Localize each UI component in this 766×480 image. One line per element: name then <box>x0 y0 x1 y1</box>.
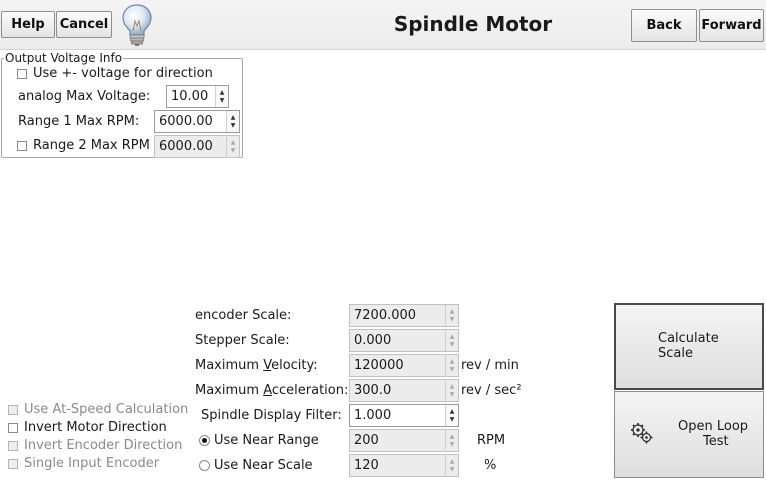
page-title: Spindle Motor <box>393 12 553 36</box>
spin-arrows-icon[interactable]: ▲ ▼ <box>445 380 458 401</box>
encoder-scale-label: encoder Scale: <box>195 308 292 323</box>
spin-arrows-icon[interactable]: ▲ ▼ <box>445 355 458 376</box>
stepper-scale-label: Stepper Scale: <box>195 333 290 348</box>
encoder-scale-spinbox[interactable] <box>349 304 459 327</box>
open-loop-test-button[interactable] <box>614 391 764 478</box>
display-filter-label: Spindle Display Filter: <box>201 408 342 423</box>
max-velocity-label: Maximum Velocity: <box>195 358 318 373</box>
open-loop-line2: Test <box>703 434 729 449</box>
range2-value: 6000.00 <box>159 139 213 154</box>
calculate-scale-button[interactable] <box>614 303 764 390</box>
range1-value: 6000.00 <box>159 114 213 129</box>
at-speed-label: Use At-Speed Calculation <box>24 402 189 417</box>
near-scale-radio[interactable] <box>199 460 210 471</box>
display-filter-value: 1.000 <box>354 408 392 423</box>
spin-arrows-icon: ▲ ▼ <box>226 136 239 157</box>
max-velocity-value: 120000 <box>354 358 404 373</box>
max-accel-spinbox[interactable] <box>349 379 459 402</box>
max-velocity-unit: rev / min <box>461 358 519 373</box>
calculate-scale-line2: Scale <box>658 346 693 361</box>
max-accel-unit: rev / sec² <box>461 383 522 398</box>
invert-encoder-checkbox <box>8 441 18 451</box>
near-range-unit: RPM <box>477 433 506 448</box>
single-input-checkbox <box>8 459 18 469</box>
lightbulb-icon[interactable] <box>120 3 154 47</box>
encoder-scale-value: 7200.000 <box>354 308 417 323</box>
range2-spinbox <box>154 135 240 158</box>
back-button[interactable]: Back <box>631 9 697 42</box>
at-speed-checkbox <box>8 405 18 415</box>
analog-max-voltage-value: 10.00 <box>171 89 209 104</box>
near-scale-unit: % <box>484 458 497 473</box>
single-input-label: Single Input Encoder <box>24 456 160 471</box>
spin-arrows-icon[interactable]: ▲ ▼ <box>445 405 458 426</box>
spin-arrows-icon[interactable]: ▲ ▼ <box>445 305 458 326</box>
max-accel-label: Maximum Acceleration: <box>195 383 349 398</box>
help-button[interactable]: Help <box>1 11 55 38</box>
range1-spinbox[interactable] <box>154 110 240 133</box>
analog-max-voltage-label: analog Max Voltage: <box>18 89 151 104</box>
display-filter-spinbox[interactable] <box>349 404 459 427</box>
invert-motor-checkbox[interactable] <box>8 423 18 433</box>
range2-checkbox[interactable] <box>17 141 27 151</box>
calculate-scale-line1: Calculate <box>658 331 719 346</box>
invert-motor-label: Invert Motor Direction <box>24 420 167 435</box>
gears-icon <box>630 421 654 445</box>
spin-arrows-icon[interactable]: ▲ ▼ <box>445 430 458 451</box>
stepper-scale-spinbox[interactable] <box>349 329 459 352</box>
use-pm-voltage-label: Use +- voltage for direction <box>33 66 213 81</box>
near-range-radio[interactable] <box>199 435 210 446</box>
invert-encoder-label: Invert Encoder Direction <box>24 438 183 453</box>
max-velocity-spinbox[interactable] <box>349 354 459 377</box>
near-scale-spinbox[interactable] <box>349 454 459 477</box>
cancel-button[interactable]: Cancel <box>56 11 112 38</box>
spin-arrows-icon[interactable]: ▲ ▼ <box>445 455 458 476</box>
near-range-value: 200 <box>354 433 379 448</box>
range2-label: Range 2 Max RPM <box>33 138 150 153</box>
use-pm-voltage-checkbox[interactable] <box>17 69 27 79</box>
near-range-label: Use Near Range <box>214 433 319 448</box>
near-scale-value: 120 <box>354 458 379 473</box>
range1-label: Range 1 Max RPM: <box>18 114 140 129</box>
forward-button[interactable]: Forward <box>699 9 764 42</box>
max-accel-value: 300.0 <box>354 383 392 398</box>
spin-arrows-icon[interactable]: ▲ ▼ <box>226 111 239 132</box>
analog-max-voltage-spinbox[interactable] <box>166 85 229 108</box>
near-range-spinbox[interactable] <box>349 429 459 452</box>
open-loop-line1: Open Loop <box>678 419 749 434</box>
spin-arrows-icon[interactable]: ▲ ▼ <box>445 330 458 351</box>
near-scale-label: Use Near Scale <box>214 458 313 473</box>
output-voltage-legend: Output Voltage Info <box>5 51 123 65</box>
stepper-scale-value: 0.000 <box>354 333 392 348</box>
spin-arrows-icon[interactable]: ▲ ▼ <box>215 86 228 107</box>
